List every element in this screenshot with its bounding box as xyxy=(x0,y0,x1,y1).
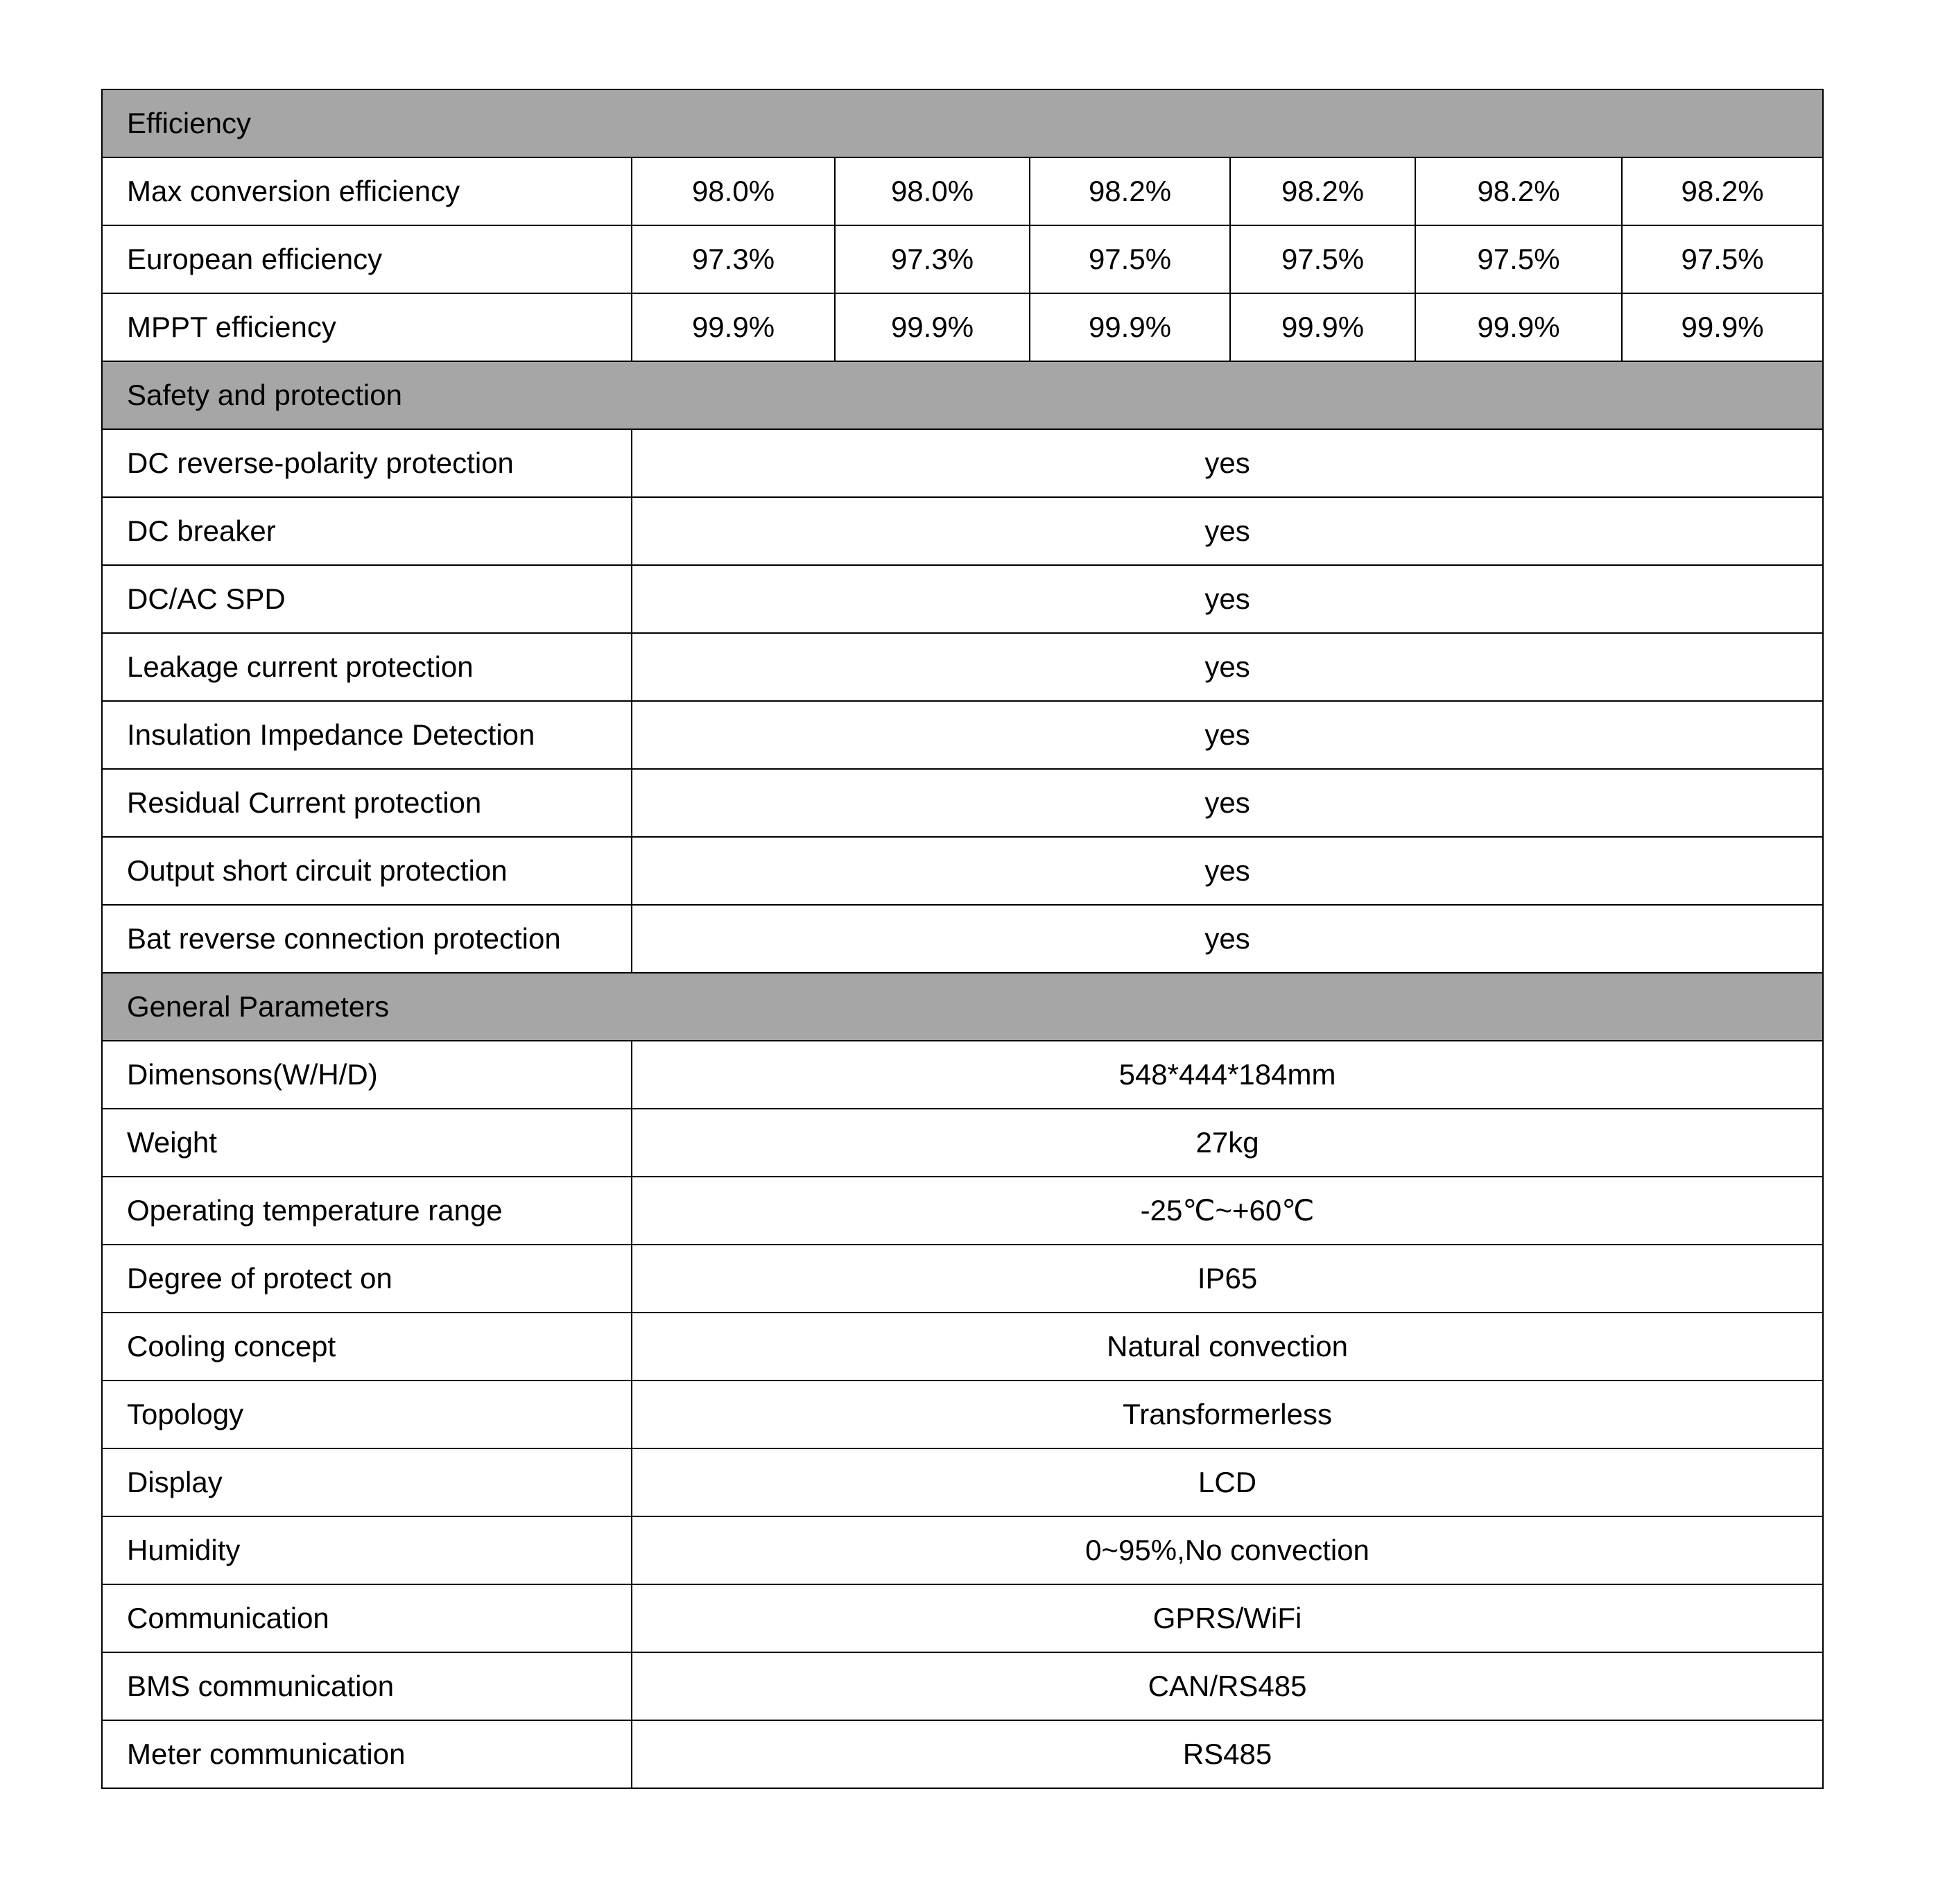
table-row xyxy=(102,1041,1823,1109)
table-row xyxy=(102,701,1823,769)
row-label: Weight xyxy=(102,1109,632,1177)
spec-table xyxy=(101,89,1824,1789)
row-label: MPPT efficiency xyxy=(102,293,632,361)
cell-value: 98.2% xyxy=(1415,157,1622,225)
cell-value: 98.2% xyxy=(1622,157,1823,225)
cell-value: LCD xyxy=(632,1448,1823,1516)
cell-value: 97.3% xyxy=(835,225,1030,293)
cell-value: GPRS/WiFi xyxy=(632,1584,1823,1652)
row-label: Operating temperature range xyxy=(102,1177,632,1245)
cell-value: 97.5% xyxy=(1030,225,1230,293)
cell-value: yes xyxy=(632,497,1823,565)
table-row xyxy=(102,837,1823,905)
cell-value: yes xyxy=(632,429,1823,497)
cell-value: Transformerless xyxy=(632,1381,1823,1448)
cell-value: yes xyxy=(632,837,1823,905)
cell-value: Natural convection xyxy=(632,1313,1823,1381)
table-row xyxy=(102,157,1823,225)
table-row xyxy=(102,769,1823,837)
table-row xyxy=(102,1177,1823,1245)
table-row xyxy=(102,1381,1823,1448)
row-label: Dimensons(W/H/D) xyxy=(102,1041,632,1109)
table-row xyxy=(102,1109,1823,1177)
cell-value: 99.9% xyxy=(632,293,835,361)
table-row xyxy=(102,1720,1823,1788)
table-row xyxy=(102,565,1823,633)
row-label: DC breaker xyxy=(102,497,632,565)
cell-value: RS485 xyxy=(632,1720,1823,1788)
table-row xyxy=(102,1313,1823,1381)
cell-value: 97.5% xyxy=(1230,225,1415,293)
cell-value: 27kg xyxy=(632,1109,1823,1177)
cell-value: 99.9% xyxy=(1415,293,1622,361)
cell-value: 548*444*184mm xyxy=(632,1041,1823,1109)
table-row xyxy=(102,293,1823,361)
cell-value: 98.2% xyxy=(1030,157,1230,225)
cell-value: 99.9% xyxy=(1230,293,1415,361)
cell-value: 97.5% xyxy=(1622,225,1823,293)
section-efficiency xyxy=(102,89,1823,157)
row-label: Residual Current protection xyxy=(102,769,632,837)
table-row xyxy=(102,1516,1823,1584)
row-label: Humidity xyxy=(102,1516,632,1584)
table-row xyxy=(102,1584,1823,1652)
row-label: Degree of protect on xyxy=(102,1245,632,1313)
row-label: Bat reverse connection protection xyxy=(102,905,632,973)
cell-value: CAN/RS485 xyxy=(632,1652,1823,1720)
cell-value: yes xyxy=(632,633,1823,701)
cell-value: 98.2% xyxy=(1230,157,1415,225)
table-row xyxy=(102,497,1823,565)
cell-value: 0~95%,No convection xyxy=(632,1516,1823,1584)
row-label: DC/AC SPD xyxy=(102,565,632,633)
cell-value: 99.9% xyxy=(1622,293,1823,361)
cell-value: 99.9% xyxy=(835,293,1030,361)
cell-value: -25℃~+60℃ xyxy=(632,1177,1823,1245)
row-label: Topology xyxy=(102,1381,632,1448)
cell-value: 98.0% xyxy=(632,157,835,225)
cell-value: 97.3% xyxy=(632,225,835,293)
table-row xyxy=(102,225,1823,293)
row-label: European efficiency xyxy=(102,225,632,293)
cell-value: yes xyxy=(632,565,1823,633)
section-title: Safety and protection xyxy=(102,361,1823,429)
section-title: Efficiency xyxy=(102,89,1823,157)
row-label: Cooling concept xyxy=(102,1313,632,1381)
row-label: Leakage current protection xyxy=(102,633,632,701)
cell-value: 98.0% xyxy=(835,157,1030,225)
table-row xyxy=(102,429,1823,497)
table-row xyxy=(102,1448,1823,1516)
row-label: BMS communication xyxy=(102,1652,632,1720)
section-general xyxy=(102,973,1823,1041)
section-title: General Parameters xyxy=(102,973,1823,1041)
table-row xyxy=(102,1652,1823,1720)
table-row xyxy=(102,1245,1823,1313)
cell-value: yes xyxy=(632,701,1823,769)
row-label: Max conversion efficiency xyxy=(102,157,632,225)
row-label: Communication xyxy=(102,1584,632,1652)
cell-value: IP65 xyxy=(632,1245,1823,1313)
cell-value: yes xyxy=(632,905,1823,973)
cell-value: yes xyxy=(632,769,1823,837)
cell-value: 97.5% xyxy=(1415,225,1622,293)
table-row xyxy=(102,905,1823,973)
cell-value: 99.9% xyxy=(1030,293,1230,361)
row-label: Insulation Impedance Detection xyxy=(102,701,632,769)
table-row xyxy=(102,633,1823,701)
row-label: Meter communication xyxy=(102,1720,632,1788)
row-label: Output short circuit protection xyxy=(102,837,632,905)
row-label: Display xyxy=(102,1448,632,1516)
section-safety xyxy=(102,361,1823,429)
row-label: DC reverse-polarity protection xyxy=(102,429,632,497)
